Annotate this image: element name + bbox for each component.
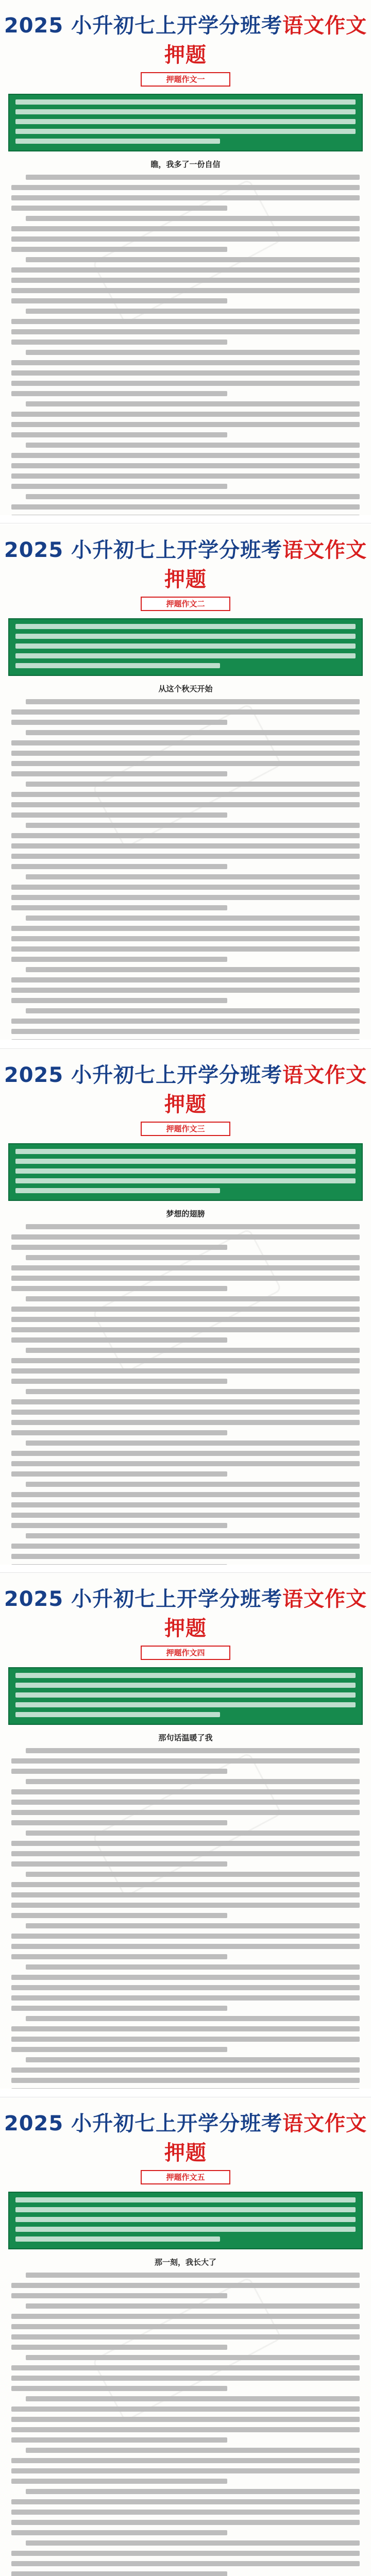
prompt-line bbox=[15, 1702, 356, 1707]
prompt-line bbox=[15, 2197, 356, 2202]
text-line bbox=[11, 453, 360, 458]
text-line bbox=[11, 2088, 360, 2089]
essay-card bbox=[0, 1049, 371, 1565]
prompt-line bbox=[15, 109, 356, 114]
card-title-accent: 语文作文押题 bbox=[164, 1587, 367, 1640]
text-line bbox=[11, 2468, 360, 2473]
card-subtitle: 押题作文三 bbox=[141, 1122, 230, 1136]
text-line bbox=[11, 1019, 360, 1024]
prompt-line bbox=[15, 2217, 356, 2222]
card-header bbox=[0, 0, 371, 87]
card-title-main: 2025 小升初七上开学分班考 bbox=[4, 2112, 283, 2136]
prompt-line bbox=[15, 1188, 220, 1193]
text-line bbox=[11, 1523, 227, 1528]
essay-card bbox=[0, 524, 371, 1040]
text-line bbox=[26, 967, 360, 972]
text-line bbox=[11, 1234, 360, 1240]
text-line bbox=[11, 2417, 360, 2422]
card-title bbox=[0, 9, 371, 68]
text-line bbox=[26, 494, 360, 499]
text-line bbox=[11, 1882, 360, 1887]
card-subtitle: 押题作文四 bbox=[141, 1646, 230, 1660]
text-line bbox=[11, 2067, 360, 2073]
text-line bbox=[11, 2026, 360, 2031]
card-title-main: 2025 小升初七上开学分班考 bbox=[4, 14, 283, 38]
text-line bbox=[26, 2540, 360, 2546]
text-line bbox=[11, 854, 360, 859]
card-title-accent: 语文作文押题 bbox=[164, 14, 367, 67]
text-line bbox=[11, 1975, 360, 1980]
text-line bbox=[11, 926, 360, 931]
text-line bbox=[11, 1461, 360, 1466]
prompt-line bbox=[15, 99, 356, 105]
text-line bbox=[26, 2016, 360, 2021]
text-line bbox=[11, 473, 360, 479]
text-line bbox=[11, 864, 227, 869]
prompt-line bbox=[15, 663, 220, 668]
text-line bbox=[26, 2448, 360, 2453]
text-line bbox=[11, 463, 360, 468]
card-title-main: 2025 小升初七上开学分班考 bbox=[4, 1587, 283, 1611]
card-subtitle: 押题作文一 bbox=[141, 72, 230, 87]
text-line bbox=[11, 2006, 227, 2011]
text-line bbox=[26, 916, 360, 921]
text-line bbox=[26, 1348, 360, 1353]
card-header bbox=[0, 524, 371, 611]
section-divider bbox=[0, 1048, 371, 1049]
text-line bbox=[11, 195, 360, 200]
text-line bbox=[26, 1008, 360, 1013]
text-line bbox=[26, 443, 360, 448]
text-line bbox=[26, 1482, 360, 1487]
prompt-line bbox=[15, 1683, 356, 1688]
text-line bbox=[11, 2551, 360, 2556]
text-line bbox=[26, 1533, 360, 1538]
text-line bbox=[11, 1502, 360, 1507]
text-line bbox=[11, 2530, 227, 2535]
card-subtitle: 押题作文二 bbox=[141, 597, 230, 611]
prompt-line bbox=[15, 1692, 356, 1698]
card-title-accent: 语文作文押题 bbox=[164, 1063, 367, 1116]
text-line bbox=[26, 699, 360, 704]
text-line bbox=[11, 2561, 360, 2566]
text-line bbox=[11, 1471, 227, 1477]
text-line bbox=[11, 340, 227, 345]
text-line bbox=[11, 977, 360, 982]
text-line bbox=[11, 2283, 360, 2288]
essay-card bbox=[0, 2098, 371, 2576]
text-line bbox=[11, 833, 360, 838]
text-line bbox=[11, 1554, 360, 1559]
text-line bbox=[11, 998, 227, 1003]
text-line bbox=[11, 1564, 227, 1565]
text-line bbox=[26, 874, 360, 879]
text-line bbox=[11, 905, 227, 910]
text-line bbox=[11, 412, 360, 417]
text-line bbox=[11, 422, 360, 427]
prompt-line bbox=[15, 129, 356, 134]
text-line bbox=[11, 2037, 360, 2042]
text-line bbox=[11, 1029, 360, 1034]
text-line bbox=[11, 895, 360, 900]
section-divider bbox=[0, 1572, 371, 1573]
text-line bbox=[11, 1513, 360, 1518]
text-line bbox=[11, 2437, 227, 2443]
text-line bbox=[11, 1913, 227, 1918]
text-line bbox=[26, 2489, 360, 2494]
prompt-line bbox=[15, 2207, 356, 2212]
card-header bbox=[0, 1573, 371, 1660]
prompt-line bbox=[15, 624, 356, 629]
text-line bbox=[11, 1544, 360, 1549]
text-line bbox=[11, 720, 227, 725]
text-line bbox=[11, 1245, 227, 1250]
text-line bbox=[26, 309, 360, 314]
prompt-line bbox=[15, 2227, 356, 2232]
text-line bbox=[11, 1410, 360, 1415]
text-line bbox=[11, 1368, 360, 1374]
text-line bbox=[11, 1944, 360, 1949]
essay-card bbox=[0, 1573, 371, 2089]
prompt-line bbox=[15, 139, 220, 144]
text-line bbox=[11, 1995, 360, 2001]
prompt-line bbox=[15, 643, 356, 649]
essay-title: 从这个秋天开始 bbox=[158, 684, 213, 693]
text-line bbox=[11, 370, 360, 376]
text-line bbox=[11, 1758, 360, 1764]
text-line bbox=[26, 401, 360, 406]
card-title bbox=[0, 534, 371, 592]
text-line bbox=[11, 1934, 360, 1939]
text-line bbox=[11, 1769, 227, 1774]
text-line bbox=[11, 2078, 360, 2083]
text-line bbox=[11, 432, 227, 437]
prompt-line bbox=[15, 1673, 356, 1678]
text-line bbox=[11, 391, 227, 396]
text-line bbox=[26, 1389, 360, 1394]
text-line bbox=[11, 2571, 227, 2576]
text-line bbox=[11, 329, 360, 334]
text-line bbox=[26, 2273, 360, 2278]
card-title-main: 2025 小升初七上开学分班考 bbox=[4, 1063, 283, 1087]
prompt-box bbox=[8, 618, 363, 676]
text-line bbox=[26, 1748, 360, 1753]
text-line bbox=[11, 2047, 227, 2052]
card-title bbox=[0, 2107, 371, 2166]
text-line bbox=[11, 2520, 360, 2525]
prompt-box bbox=[8, 1143, 363, 1201]
text-line bbox=[11, 709, 360, 715]
prompt-line bbox=[15, 1149, 356, 1154]
card-header bbox=[0, 2098, 371, 2184]
prompt-box bbox=[8, 2192, 363, 2249]
text-line bbox=[11, 2293, 227, 2298]
text-line bbox=[11, 2499, 360, 2504]
card-title bbox=[0, 1583, 371, 1641]
text-line bbox=[26, 1224, 360, 1229]
prompt-line bbox=[15, 1178, 356, 1183]
text-line bbox=[11, 1379, 227, 1384]
text-line bbox=[11, 185, 360, 190]
text-line bbox=[11, 381, 360, 386]
prompt-box bbox=[8, 1667, 363, 1725]
text-line bbox=[26, 1440, 360, 1446]
prompt-line bbox=[15, 634, 356, 639]
prompt-line bbox=[15, 653, 356, 658]
text-line bbox=[11, 2510, 360, 2515]
prompt-box bbox=[8, 94, 363, 151]
text-line bbox=[26, 1923, 360, 1928]
text-line bbox=[11, 2479, 227, 2484]
text-line bbox=[11, 936, 360, 941]
text-line bbox=[11, 988, 360, 993]
text-line bbox=[11, 1430, 227, 1435]
text-line bbox=[26, 175, 360, 180]
text-line bbox=[26, 350, 360, 355]
text-line bbox=[26, 2396, 360, 2401]
text-line bbox=[11, 360, 360, 365]
text-line bbox=[11, 946, 360, 952]
card-title bbox=[0, 1059, 371, 1117]
text-line bbox=[11, 957, 227, 962]
text-line bbox=[11, 2427, 360, 2432]
text-line bbox=[26, 1872, 360, 1877]
essay-title: 瞧，我多了一份自信 bbox=[150, 160, 221, 169]
essay-title: 梦想的翅膀 bbox=[166, 1209, 205, 1218]
prompt-line bbox=[15, 119, 356, 124]
text-line bbox=[11, 2458, 360, 2463]
card-title-accent: 语文作文押题 bbox=[164, 538, 367, 591]
text-line bbox=[11, 1985, 360, 1990]
text-line bbox=[11, 2406, 360, 2412]
text-line bbox=[11, 885, 360, 890]
text-line bbox=[11, 1903, 360, 1908]
text-line bbox=[26, 1964, 360, 1970]
card-title-main: 2025 小升初七上开学分班考 bbox=[4, 538, 283, 562]
prompt-line bbox=[15, 1712, 220, 1717]
essay-card bbox=[0, 0, 371, 515]
prompt-line bbox=[15, 2236, 220, 2242]
text-line bbox=[11, 484, 227, 489]
text-line bbox=[11, 1492, 360, 1497]
text-line bbox=[11, 504, 360, 510]
prompt-line bbox=[15, 1159, 356, 1164]
text-line bbox=[11, 1451, 360, 1456]
text-line bbox=[11, 1039, 360, 1040]
text-line bbox=[11, 1358, 360, 1363]
card-header bbox=[0, 1049, 371, 1136]
text-line bbox=[11, 319, 360, 324]
text-line bbox=[11, 1420, 360, 1425]
essay-title: 那句话温暖了我 bbox=[158, 1733, 213, 1742]
text-line bbox=[11, 1892, 360, 1897]
text-line bbox=[11, 1399, 360, 1404]
text-line bbox=[26, 2057, 360, 2062]
card-subtitle: 押题作文五 bbox=[141, 2170, 230, 2184]
card-title-accent: 语文作文押题 bbox=[164, 2112, 367, 2165]
essay-title: 那一刻，我长大了 bbox=[154, 2258, 216, 2267]
text-line bbox=[11, 843, 360, 849]
prompt-line bbox=[15, 1168, 356, 1174]
text-line bbox=[26, 823, 360, 828]
text-line bbox=[11, 1954, 227, 1959]
